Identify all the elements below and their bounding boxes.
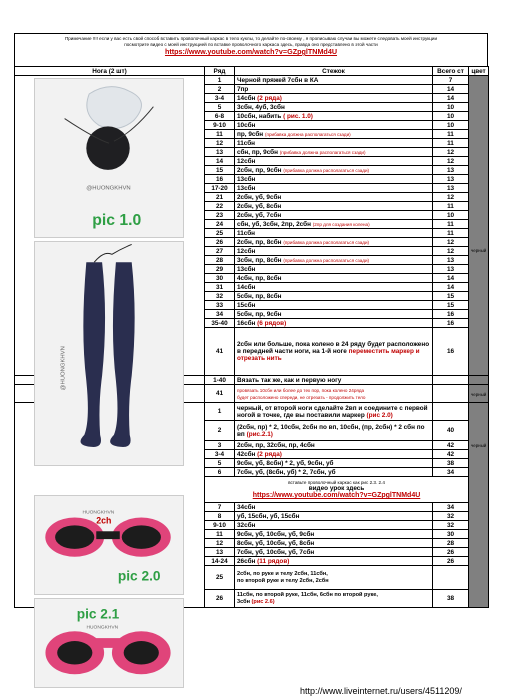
header-section: Нога (2 шт) (15, 67, 205, 76)
instruction-text: 5сбн, пр, 8сбн (237, 292, 282, 300)
stitch-total: 12 (433, 238, 469, 247)
row-number: 35-40 (205, 319, 235, 328)
instruction-text: 2сбн, пр, 9сбн (237, 166, 282, 174)
instruction-text: 13сбн (237, 175, 256, 183)
stitch-total: 13 (433, 256, 469, 265)
row-number: 25 (205, 229, 235, 238)
stitch-instruction (235, 328, 433, 376)
stitch-instruction (235, 283, 433, 292)
stitch-instruction (235, 256, 433, 265)
row-number: 5 (205, 459, 235, 468)
stitch-instruction (235, 503, 433, 512)
instruction-text: 13сбн (237, 184, 256, 192)
stitch-total: 32 (433, 512, 469, 521)
color-label: черный (471, 392, 487, 397)
row-number: 34 (205, 310, 235, 319)
stitch-total: 40 (433, 421, 469, 441)
instruction-text: 2сбн, уб, 7сбн (237, 211, 282, 219)
instruction-text: 32сбн (237, 521, 256, 529)
stitch-total: 34 (433, 503, 469, 512)
stitch-instruction (235, 530, 433, 539)
photo-leg-top (34, 78, 184, 238)
color-swatch-black (469, 76, 489, 376)
note-line-2: посмотрите видео с моей инструкцией по вставке проволочного каркаса здесь, правда оно представлено в этой части (124, 42, 378, 47)
instruction-text: 10сбн, набить (237, 112, 282, 120)
photo-brand-1: @HUONGKHVN (86, 185, 131, 192)
instruction-text: 12сбн (237, 247, 256, 255)
pattern-page (14, 33, 488, 693)
instruction-text: сбн, пр, 9сбн (237, 148, 278, 156)
stitch-total: 13 (433, 265, 469, 274)
color-swatch-black (469, 403, 489, 608)
row-number: 9-10 (205, 521, 235, 530)
stitch-instruction (235, 319, 433, 328)
stitch-instruction (235, 459, 433, 468)
color-label: черный (471, 248, 487, 253)
stitch-total (433, 376, 469, 385)
header-row: Ряд (205, 67, 235, 76)
stitch-instruction (235, 521, 433, 530)
video-link-top[interactable]: https://www.youtube.com/watch?v=GZpglTNMd4U (164, 47, 338, 56)
stitch-total: 15 (433, 301, 469, 310)
instruction-text: 7сбн, уб, 10сбн, уб, 7сбн (237, 548, 315, 556)
stitch-instruction (235, 539, 433, 548)
stitch-instruction (235, 229, 433, 238)
stitch-total: 30 (433, 530, 469, 539)
stitch-total: 12 (433, 247, 469, 256)
instruction-text: сбн, уб, 3сбн, 2пр, 2сбн (237, 220, 311, 228)
stitch-total: 14 (433, 85, 469, 94)
stitch-instruction (235, 184, 433, 193)
stitch-instruction (235, 247, 433, 256)
instruction-text: 11сбн (237, 229, 256, 237)
instruction-text: 8сбн, уб, 10сбн, уб, 8сбн (237, 539, 315, 547)
instruction-line-2: будет расположено спереди, не отрезать - продолжить тело (237, 394, 366, 400)
row-number: 23 (205, 211, 235, 220)
stitch-instruction (235, 76, 433, 85)
row-number: 12 (205, 139, 235, 148)
stitch-instruction (235, 211, 433, 220)
row-number: 5 (205, 103, 235, 112)
instruction-text: 16сбн (237, 319, 256, 327)
row-number: 15 (205, 166, 235, 175)
stitch-instruction (235, 468, 433, 477)
stitch-total: 15 (433, 292, 469, 301)
stitch-total: 38 (433, 590, 469, 608)
row-number: 9-10 (205, 121, 235, 130)
note-block (14, 33, 488, 67)
instruction-note: ( рис. 1.0) (283, 112, 313, 120)
instruction-text: (2сбн, пр) * 2, 10сбн, 2сбн по вп, 10сбн, (пр, 2сбн) * 2 сбн по вп (237, 423, 425, 438)
instruction-text: 14сбн (237, 283, 256, 291)
photo-brand-4: HUONGKHVN (86, 625, 119, 631)
row-number: 12 (205, 539, 235, 548)
stitch-total (433, 403, 469, 421)
instruction-text: 13сбн (237, 265, 256, 273)
stitch-total: 16 (433, 328, 469, 376)
stitch-instruction (235, 265, 433, 274)
stitch-instruction (235, 385, 433, 403)
stitch-total: 42 (433, 450, 469, 459)
stitch-total: 13 (433, 184, 469, 193)
instruction-text: 10сбн (237, 121, 256, 129)
stitch-total: 7 (433, 76, 469, 85)
instruction-note: (2пр для создания колена) (312, 221, 370, 227)
video-link-body[interactable]: https://www.youtube.com/watch?v=GZpglTNMd4U (252, 492, 421, 499)
row-number: 32 (205, 292, 235, 301)
row-number: 21 (205, 193, 235, 202)
stitch-total: 38 (433, 459, 469, 468)
instruction-line: 11сбн, по второй руке, 11сбн, 6сбн по второй руке, (237, 591, 378, 598)
stitch-total: 13 (433, 175, 469, 184)
stitch-total: 10 (433, 103, 469, 112)
instruction-text: 11сбн (237, 139, 256, 147)
row-number: 13 (205, 548, 235, 557)
row-number: 24 (205, 220, 235, 229)
wire-note-line-1: вставьте проволочный каркас как рис 2.3. 2.4 (288, 480, 385, 485)
row-number: 6 (205, 468, 235, 477)
row-number: 16 (205, 175, 235, 184)
instruction-note: (2 ряда) (257, 94, 282, 102)
stitch-total: 12 (433, 193, 469, 202)
instruction-text: уб, 15сбн, уб, 15сбн (237, 512, 300, 520)
stitch-instruction (235, 193, 433, 202)
instruction-text: 26сбн (237, 557, 256, 565)
row-number: 8 (205, 512, 235, 521)
instruction-text: 2сбн, пр, 32сбн, пр, 4сбн (237, 441, 315, 449)
instruction-note: переместить маркер и отрезать нить (237, 348, 420, 362)
row-number: 1 (205, 76, 235, 85)
table-header-row (15, 67, 489, 76)
stitch-instruction (235, 166, 433, 175)
stitch-total (433, 566, 469, 590)
row-number: 28 (205, 256, 235, 265)
watermark-url: http://www.liveinternet.ru/users/4511209/ (300, 686, 462, 696)
stitch-instruction (235, 310, 433, 319)
row-number: 27 (205, 247, 235, 256)
stitch-total: 14 (433, 274, 469, 283)
row-number: 30 (205, 274, 235, 283)
instruction-text: 14сбн (237, 94, 256, 102)
photo-brand-3: HUONGKHVN (82, 510, 115, 516)
pic-label-1-0: pic 1.0 (92, 212, 142, 230)
stitch-instruction (235, 590, 433, 608)
instruction-text: 2сбн, уб, 8сбн (237, 202, 282, 210)
stitch-instruction (235, 403, 433, 421)
stitch-total: 16 (433, 310, 469, 319)
row-number: 7 (205, 503, 235, 512)
stitch-instruction (235, 139, 433, 148)
stitch-instruction (235, 557, 433, 566)
instruction-text: 2сбн, пр, 8сбн (237, 238, 282, 246)
instruction-text: 15сбн (237, 301, 256, 309)
instruction-note: (прибавка должна располагаться сзади) (279, 149, 366, 155)
instruction-note: (рис 2.0) (366, 411, 393, 419)
stitch-total: 12 (433, 148, 469, 157)
stitch-total: 11 (433, 202, 469, 211)
stitch-instruction (235, 148, 433, 157)
row-number: 31 (205, 283, 235, 292)
row-number: 11 (205, 130, 235, 139)
stitch-instruction (235, 157, 433, 166)
instruction-text: 3сбн, 4уб, 3сбн (237, 103, 285, 111)
stitch-instruction (235, 450, 433, 459)
instruction-text: 3сбн, пр, 8сбн (237, 256, 282, 264)
row-number: 1 (205, 403, 235, 421)
stitch-instruction (235, 202, 433, 211)
row-number: 33 (205, 301, 235, 310)
instruction-note: (6 рядов) (257, 319, 287, 327)
row-number: 11 (205, 530, 235, 539)
row-number: 25 (205, 566, 235, 590)
stitch-total: 10 (433, 121, 469, 130)
stitch-total: 10 (433, 112, 469, 121)
instruction-text: 7пр (237, 85, 249, 93)
pic-label-2-0: pic 2.0 (117, 568, 161, 584)
row-number: 26 (205, 590, 235, 608)
stitch-total: 14 (433, 283, 469, 292)
row-number: 2 (205, 85, 235, 94)
wire-note (205, 477, 469, 503)
stitch-total: 11 (433, 130, 469, 139)
stitch-total: 11 (433, 139, 469, 148)
stitch-instruction (235, 512, 433, 521)
row-number: 3-4 (205, 450, 235, 459)
row-number: 13 (205, 148, 235, 157)
photo-brand-2: @HUONGKHVN (60, 346, 67, 391)
stitch-instruction (235, 421, 433, 441)
instruction-line: по второй руке и телу 2сбн, 2сбн (237, 577, 329, 584)
instruction-text: черный, от второй ноги сделайте 2вп и соедините с первой ногой в точке, где вы поставили маркер (237, 404, 428, 419)
row-number: 14-24 (205, 557, 235, 566)
row-number: 41 (205, 385, 235, 403)
header-stitches: Стежок (235, 67, 433, 76)
instruction-note: (рис 2.6) (251, 598, 275, 605)
label-2ch: 2ch (96, 515, 112, 526)
stitch-instruction (235, 292, 433, 301)
stitch-total: 12 (433, 157, 469, 166)
instruction-note: (2 ряда) (257, 450, 282, 458)
row-number: 3-4 (205, 94, 235, 103)
row-number: 26 (205, 238, 235, 247)
row-number: 17-20 (205, 184, 235, 193)
instruction-line: 3сбн (рис 2.6) (237, 598, 275, 605)
photo-body-round (34, 598, 184, 688)
note-line-1: Примечание !!!! если у вас есть свой способ вставить проволочный каркас в тело куклы, то делайте по-своему , я прописываю случаи вы можете следовать моей инструкции (64, 36, 438, 41)
row-number: 41 (205, 328, 235, 376)
header-total: Всего ст (433, 67, 469, 76)
stitch-instruction (235, 548, 433, 557)
stitch-instruction (235, 441, 433, 450)
color-swatch-black (469, 385, 489, 403)
instruction-text: Черной пряжей 7сбн в КА (237, 76, 319, 84)
instruction-text: 34сбн (237, 503, 256, 511)
instruction-text: 2сбн, уб, 9сбн (237, 193, 282, 201)
row-number: 1-40 (205, 376, 235, 385)
instruction-line: 2сбн, по руке и телу 2сбн, 11сбн, (237, 570, 328, 577)
stitch-instruction (235, 566, 433, 590)
stitch-total: 13 (433, 166, 469, 175)
color-swatch-black (469, 376, 489, 385)
stitch-instruction (235, 94, 433, 103)
row-number: 29 (205, 265, 235, 274)
instruction-note: (прибавка должна располагаться сзади) (283, 239, 370, 245)
stitch-instruction (235, 112, 433, 121)
row-number: 14 (205, 157, 235, 166)
stitch-total: 32 (433, 521, 469, 530)
wire-note-line-2: видео урок здесь (308, 485, 365, 492)
stitch-instruction (235, 121, 433, 130)
stitch-total: 10 (433, 211, 469, 220)
row-number: 22 (205, 202, 235, 211)
stitch-total: 42 (433, 441, 469, 450)
instruction-line-1: провязать 10сбн или более до тех пор, пока колено 24ряда (237, 387, 365, 393)
color-label: черный (471, 443, 487, 448)
stitch-total: 11 (433, 229, 469, 238)
instruction-text: 7сбн, уб, (8сбн, уб) * 2, 7сбн, уб (237, 468, 336, 476)
header-color: цвет (469, 67, 489, 76)
instruction-note: (прибавка должна располагаться сзади) (283, 257, 370, 263)
stitch-instruction (235, 130, 433, 139)
photo-legs (34, 241, 184, 466)
instruction-text: 5сбн, пр, 9сбн (237, 310, 282, 318)
instruction-text: пр, 9сбн (237, 130, 264, 138)
stitch-total: 14 (433, 94, 469, 103)
instruction-text: 9сбн, уб, 10сбн, уб, 9сбн (237, 530, 315, 538)
stitch-total: 16 (433, 319, 469, 328)
row-number: 6-8 (205, 112, 235, 121)
stitch-total: 34 (433, 468, 469, 477)
stitch-instruction (235, 238, 433, 247)
stitch-instruction (235, 301, 433, 310)
instruction-text: 4сбн, пр, 8сбн (237, 274, 282, 282)
stitch-total: 26 (433, 548, 469, 557)
stitch-total: 26 (433, 557, 469, 566)
instruction-note: (11 рядов) (257, 557, 290, 565)
stitch-instruction (235, 220, 433, 229)
stitch-total: 11 (433, 220, 469, 229)
instruction-text: 9сбн, уб, 8сбн) * 2, уб, 9сбн, уб (237, 459, 334, 467)
instruction-note: (рис.2.1) (246, 430, 273, 438)
stitch-instruction (235, 274, 433, 283)
instruction-note: (прибавка должна располагаться сзади) (283, 167, 370, 173)
stitch-instruction (235, 175, 433, 184)
row-number: 3 (205, 441, 235, 450)
stitch-total (433, 385, 469, 403)
stitch-total: 28 (433, 539, 469, 548)
instruction-text: 2сбн или больше, пока колено в 24 ряду будет расположено в передней части ноги, на 1-й ноге (237, 341, 430, 355)
stitch-instruction (235, 103, 433, 112)
instruction-text: 42сбн (237, 450, 256, 458)
instruction-text: 12сбн (237, 157, 256, 165)
row-number: 2 (205, 421, 235, 441)
pic-label-2-1: pic 2.1 (76, 606, 120, 622)
stitch-instruction: Вязать так же, как и первую ногу (235, 376, 433, 385)
photo-body-join (34, 495, 184, 595)
instruction-note: (прибавка должна располагаться сзади) (264, 131, 351, 137)
stitch-instruction (235, 85, 433, 94)
